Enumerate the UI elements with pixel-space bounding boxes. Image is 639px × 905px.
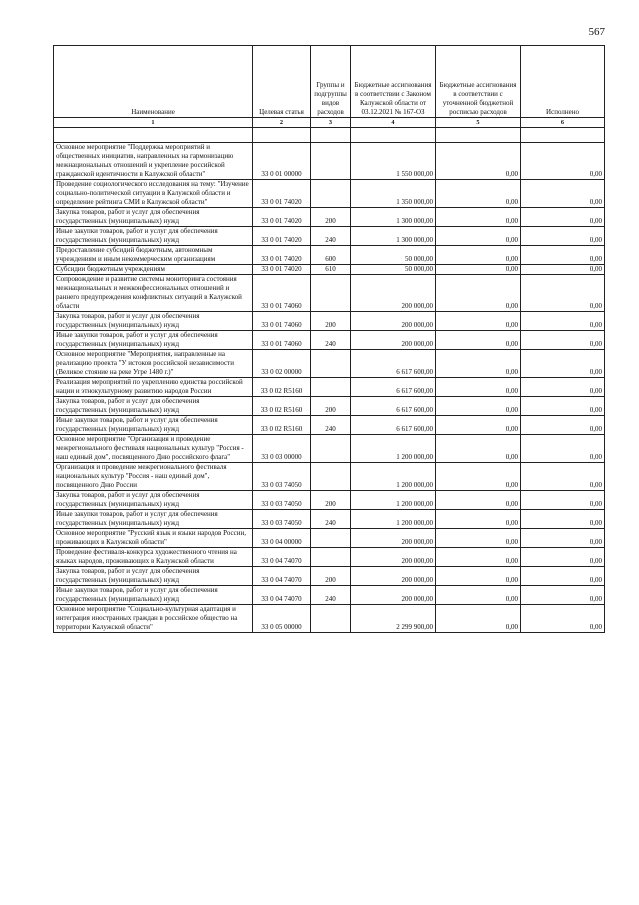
row-executed-amount: 0,00 xyxy=(521,227,605,246)
row-refined-amount: 0,00 xyxy=(436,208,521,227)
row-name: Закупка товаров, работ и услуг для обеспечения государственных (муниципальных) нужд xyxy=(54,208,253,227)
table-row xyxy=(54,463,605,491)
row-law-amount: 200 000,00 xyxy=(351,586,436,605)
row-refined-amount: 0,00 xyxy=(436,227,521,246)
row-executed-amount: 0,00 xyxy=(521,491,605,510)
row-name: Закупка товаров, работ и услуг для обеспечения государственных (муниципальных) нужд xyxy=(54,397,253,416)
row-refined-amount: 0,00 xyxy=(436,491,521,510)
row-name: Реализация мероприятий по укреплению единства российской нации и этнокультурному развитию народов России xyxy=(54,378,253,397)
row-name: Иные закупки товаров, работ и услуг для обеспечения государственных (муниципальных) нужд xyxy=(54,586,253,605)
budget-table xyxy=(53,45,605,633)
row-code: 33 0 01 74020 xyxy=(253,227,311,246)
column-number: 3 xyxy=(311,118,351,128)
row-executed-amount: 0,00 xyxy=(521,143,605,180)
row-executed-amount: 0,00 xyxy=(521,529,605,548)
row-group: 200 xyxy=(311,397,351,416)
row-name: Закупка товаров, работ и услуг для обеспечения государственных (муниципальных) нужд xyxy=(54,567,253,586)
row-name: Основное мероприятие "Организация и проведение межрегионального фестиваля национальных культур "Россия - наш единый дом", посвященного Дню российского флага" xyxy=(54,435,253,463)
row-code: 33 0 04 74070 xyxy=(253,567,311,586)
row-law-amount: 1 550 000,00 xyxy=(351,143,436,180)
row-name: Основное мероприятие "Мероприятия, направленные на реализацию проекта "У истоков российской независимости (Великое стояние на реке Угре 1480 г.)" xyxy=(54,350,253,378)
row-name: Предоставление субсидий бюджетным, автономным учреждениям и иным некоммерческим организациям xyxy=(54,246,253,265)
row-law-amount: 200 000,00 xyxy=(351,529,436,548)
row-executed-amount: 0,00 xyxy=(521,331,605,350)
row-group: 200 xyxy=(311,208,351,227)
row-refined-amount: 0,00 xyxy=(436,529,521,548)
table-row xyxy=(54,435,605,463)
row-code: 33 0 02 00000 xyxy=(253,350,311,378)
row-code: 33 0 03 74050 xyxy=(253,463,311,491)
row-refined-amount: 0,00 xyxy=(436,312,521,331)
table-row xyxy=(54,397,605,416)
row-refined-amount: 0,00 xyxy=(436,416,521,435)
table-row xyxy=(54,529,605,548)
row-name: Сопровождение и развитие системы мониторинга состояния межнациональных и межконфессиональных отношений и раннего предупреждения конфликтных ситуаций в Калужской области xyxy=(54,275,253,312)
row-refined-amount: 0,00 xyxy=(436,180,521,208)
row-group xyxy=(311,275,351,312)
table-row xyxy=(54,275,605,312)
row-executed-amount: 0,00 xyxy=(521,605,605,633)
table-row xyxy=(54,331,605,350)
row-refined-amount: 0,00 xyxy=(436,143,521,180)
row-name: Организация и проведение межрегионального фестиваля национальных культур "Россия - наш единый дом", посвященного Дню России xyxy=(54,463,253,491)
row-name: Иные закупки товаров, работ и услуг для обеспечения государственных (муниципальных) нужд xyxy=(54,227,253,246)
row-executed-amount: 0,00 xyxy=(521,586,605,605)
row-group xyxy=(311,378,351,397)
row-code: 33 0 01 74060 xyxy=(253,275,311,312)
row-refined-amount: 0,00 xyxy=(436,510,521,529)
row-law-amount: 6 617 600,00 xyxy=(351,378,436,397)
row-executed-amount: 0,00 xyxy=(521,463,605,491)
table-row xyxy=(54,180,605,208)
row-refined-amount: 0,00 xyxy=(436,265,521,275)
row-group xyxy=(311,143,351,180)
column-number: 6 xyxy=(521,118,605,128)
row-refined-amount: 0,00 xyxy=(436,586,521,605)
row-law-amount: 6 617 600,00 xyxy=(351,350,436,378)
row-code: 33 0 01 74020 xyxy=(253,265,311,275)
row-group: 600 xyxy=(311,246,351,265)
row-code: 33 0 01 74020 xyxy=(253,180,311,208)
table-row xyxy=(54,350,605,378)
row-law-amount: 1 200 000,00 xyxy=(351,510,436,529)
header-code: Целевая статья xyxy=(253,46,311,118)
row-group: 200 xyxy=(311,491,351,510)
row-group: 240 xyxy=(311,416,351,435)
row-executed-amount: 0,00 xyxy=(521,397,605,416)
row-name: Проведение социологического исследования на тему: "Изучение социально-политической ситуации в Калужской области и определение рейтинга СМИ в Калужской области" xyxy=(54,180,253,208)
row-executed-amount: 0,00 xyxy=(521,246,605,265)
row-law-amount: 200 000,00 xyxy=(351,275,436,312)
row-code: 33 0 04 00000 xyxy=(253,529,311,548)
row-code: 33 0 01 74020 xyxy=(253,246,311,265)
table-row xyxy=(54,567,605,586)
row-group: 610 xyxy=(311,265,351,275)
table-row xyxy=(54,491,605,510)
row-group: 240 xyxy=(311,586,351,605)
header-executed: Исполнено xyxy=(521,46,605,118)
row-group xyxy=(311,463,351,491)
row-law-amount: 6 617 600,00 xyxy=(351,416,436,435)
row-executed-amount: 0,00 xyxy=(521,416,605,435)
row-refined-amount: 0,00 xyxy=(436,435,521,463)
row-code: 33 0 02 R5160 xyxy=(253,378,311,397)
row-code: 33 0 03 00000 xyxy=(253,435,311,463)
row-code: 33 0 01 74060 xyxy=(253,331,311,350)
row-group: 240 xyxy=(311,510,351,529)
row-group xyxy=(311,605,351,633)
row-executed-amount: 0,00 xyxy=(521,548,605,567)
table-row xyxy=(54,265,605,275)
row-law-amount: 1 200 000,00 xyxy=(351,491,436,510)
column-number: 1 xyxy=(54,118,253,128)
row-executed-amount: 0,00 xyxy=(521,567,605,586)
row-refined-amount: 0,00 xyxy=(436,331,521,350)
row-name: Основное мероприятие "Поддержка мероприятий и общественных инициатив, направленных на гармонизацию межнациональных отношений и укрепление российской гражданской идентичности в Калужской области" xyxy=(54,143,253,180)
row-refined-amount: 0,00 xyxy=(436,605,521,633)
row-name: Основное мероприятие "Русский язык и языки народов России, проживающих в Калужской области" xyxy=(54,529,253,548)
row-code: 33 0 03 74050 xyxy=(253,491,311,510)
column-number: 2 xyxy=(253,118,311,128)
row-executed-amount: 0,00 xyxy=(521,510,605,529)
row-code: 33 0 04 74070 xyxy=(253,548,311,567)
row-law-amount: 1 200 000,00 xyxy=(351,435,436,463)
row-group: 200 xyxy=(311,312,351,331)
row-code: 33 0 02 R5160 xyxy=(253,416,311,435)
row-group xyxy=(311,350,351,378)
column-number: 5 xyxy=(436,118,521,128)
row-refined-amount: 0,00 xyxy=(436,246,521,265)
row-group: 240 xyxy=(311,227,351,246)
table-row xyxy=(54,510,605,529)
row-executed-amount: 0,00 xyxy=(521,378,605,397)
header-refined: Бюджетные ассигнования в соответствии с уточненной бюджетной росписью расходов xyxy=(436,46,521,118)
table-row xyxy=(54,378,605,397)
row-refined-amount: 0,00 xyxy=(436,350,521,378)
page-number: 567 xyxy=(588,26,605,38)
table-row xyxy=(54,208,605,227)
row-code: 33 0 01 74060 xyxy=(253,312,311,331)
row-name: Иные закупки товаров, работ и услуг для обеспечения государственных (муниципальных) нужд xyxy=(54,416,253,435)
row-group xyxy=(311,548,351,567)
row-name: Закупка товаров, работ и услуг для обеспечения государственных (муниципальных) нужд xyxy=(54,491,253,510)
table-row xyxy=(54,143,605,180)
header-law: Бюджетные ассигнования в соответствии с Законом Калужской области от 03.12.2021 № 167-ОЗ xyxy=(351,46,436,118)
row-executed-amount: 0,00 xyxy=(521,208,605,227)
row-name: Проведение фестиваля-конкурса художественного чтения на языках народов, проживающих в Калужской области xyxy=(54,548,253,567)
row-name: Иные закупки товаров, работ и услуг для обеспечения государственных (муниципальных) нужд xyxy=(54,510,253,529)
table-row xyxy=(54,586,605,605)
row-law-amount: 200 000,00 xyxy=(351,331,436,350)
header-name: Наименование xyxy=(54,46,253,118)
row-executed-amount: 0,00 xyxy=(521,350,605,378)
row-code: 33 0 05 00000 xyxy=(253,605,311,633)
row-executed-amount: 0,00 xyxy=(521,265,605,275)
row-law-amount: 2 299 900,00 xyxy=(351,605,436,633)
table-row xyxy=(54,605,605,633)
row-executed-amount: 0,00 xyxy=(521,312,605,331)
row-executed-amount: 0,00 xyxy=(521,180,605,208)
row-executed-amount: 0,00 xyxy=(521,435,605,463)
row-law-amount: 1 300 000,00 xyxy=(351,227,436,246)
row-law-amount: 50 000,00 xyxy=(351,265,436,275)
row-refined-amount: 0,00 xyxy=(436,378,521,397)
table-row xyxy=(54,416,605,435)
row-code: 33 0 01 00000 xyxy=(253,143,311,180)
row-name: Иные закупки товаров, работ и услуг для обеспечения государственных (муниципальных) нужд xyxy=(54,331,253,350)
row-law-amount: 1 200 000,00 xyxy=(351,463,436,491)
row-refined-amount: 0,00 xyxy=(436,463,521,491)
row-refined-amount: 0,00 xyxy=(436,397,521,416)
row-law-amount: 1 350 000,00 xyxy=(351,180,436,208)
row-refined-amount: 0,00 xyxy=(436,275,521,312)
table-row xyxy=(54,246,605,265)
row-law-amount: 1 300 000,00 xyxy=(351,208,436,227)
row-code: 33 0 02 R5160 xyxy=(253,397,311,416)
row-name: Основное мероприятие "Социально-культурная адаптация и интеграция иностранных граждан в российское общество на территории Калужской области" xyxy=(54,605,253,633)
row-law-amount: 200 000,00 xyxy=(351,548,436,567)
row-name: Субсидии бюджетным учреждениям xyxy=(54,265,253,275)
table-row xyxy=(54,227,605,246)
row-code: 33 0 04 74070 xyxy=(253,586,311,605)
table-row xyxy=(54,312,605,331)
header-row xyxy=(54,46,605,118)
row-code: 33 0 01 74020 xyxy=(253,208,311,227)
row-group xyxy=(311,529,351,548)
column-number: 4 xyxy=(351,118,436,128)
row-group xyxy=(311,435,351,463)
row-group: 240 xyxy=(311,331,351,350)
header-group: Группы и подгруппы видов расходов xyxy=(311,46,351,118)
row-code: 33 0 03 74050 xyxy=(253,510,311,529)
row-group xyxy=(311,180,351,208)
row-refined-amount: 0,00 xyxy=(436,548,521,567)
row-refined-amount: 0,00 xyxy=(436,567,521,586)
row-law-amount: 200 000,00 xyxy=(351,567,436,586)
row-law-amount: 50 000,00 xyxy=(351,246,436,265)
row-law-amount: 6 617 600,00 xyxy=(351,397,436,416)
table-row xyxy=(54,548,605,567)
row-executed-amount: 0,00 xyxy=(521,275,605,312)
column-number-row xyxy=(54,118,605,128)
row-name: Закупка товаров, работ и услуг для обеспечения государственных (муниципальных) нужд xyxy=(54,312,253,331)
spacer-row xyxy=(54,128,605,143)
row-law-amount: 200 000,00 xyxy=(351,312,436,331)
row-group: 200 xyxy=(311,567,351,586)
